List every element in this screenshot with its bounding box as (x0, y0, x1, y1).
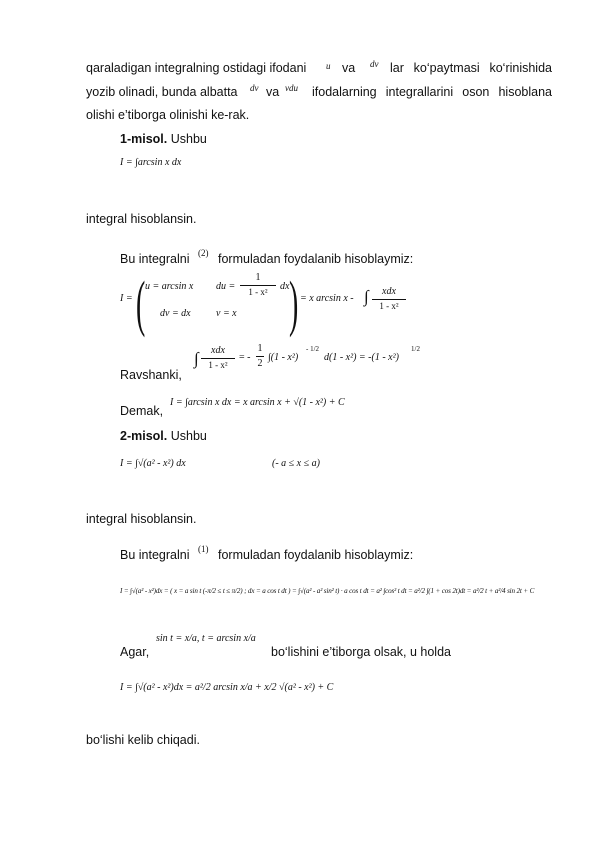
para1-line1-left: qaraladigan integralning ostidagi ifodani (86, 61, 307, 75)
parts-dv: dv = dx (160, 308, 191, 319)
agar-formula: sin t = x/a, t = arcsin x/a (156, 633, 256, 644)
parts-result: = x arcsin x - (300, 293, 354, 304)
rav-num: xdx (211, 345, 225, 356)
symbol-dv: dv (370, 59, 379, 69)
symbol-vdu: vdu (285, 83, 298, 93)
example1-final: I = ∫arcsin x dx = x arcsin x + √(1 - x²) + C (170, 397, 345, 408)
symbol-dv-2: dv (250, 83, 259, 93)
parts-v: v = x (216, 308, 237, 319)
example2-long-formula: I = ∫√(a² - x²)dx = ( x = a sin t (-π/2 ≤ t ≤ π/2) ; dx = a cos t dt ) = ∫√(a² - a² sin² t) · a cos t dt = a² ∫cos² t dt = a²/2 ∫(1 + cos 2t)dt = a²/2 t + a²/4 sin 2t + C (120, 587, 535, 595)
result-num: xdx (382, 286, 396, 297)
agar-rest: bo‘lishini e’tiborga olsak, u holda (271, 645, 451, 659)
para1-line1-right: lar ko‘paytmasi ko‘rinishida (390, 61, 552, 75)
word-va: va (342, 61, 356, 75)
rav-bar (201, 358, 235, 359)
rav-half-num: 1 (257, 343, 263, 354)
integral-sign: ∫ (194, 349, 199, 368)
parts-du-num: 1 (255, 272, 261, 283)
rav-eq: = - (239, 352, 251, 363)
symbol-u: u (326, 61, 331, 71)
example1-using-b: formuladan foydalanib hisoblaymiz: (218, 252, 414, 266)
integral-sign: ∫ (364, 287, 369, 306)
example2-using-a: Bu integralni (120, 548, 190, 562)
para1-line3: olishi e’tiborga olinishi ke-rak. (86, 108, 250, 122)
formula-ref-2: (2) (198, 248, 209, 258)
parts-u: u = arcsin x (145, 281, 194, 292)
example1-integral: I = ∫arcsin x dx (120, 157, 182, 168)
example2-final: I = ∫√(a² - x²)dx = a²/2 arcsin x/a + x/2 √(a² - x²) + C (120, 682, 334, 693)
left-paren: ( (136, 270, 146, 338)
example1-using-a: Bu integralni (120, 252, 190, 266)
rav-den: 1 - x² (208, 360, 228, 370)
ravshanki-label: Ravshanki, (120, 368, 182, 382)
rav-exp2: 1/2 (411, 345, 420, 353)
example1-after: integral hisoblansin. (86, 212, 197, 226)
example2-after: integral hisoblansin. (86, 512, 197, 526)
result-den: 1 - x² (379, 301, 399, 311)
result-bar (372, 299, 406, 300)
parts-du-den: 1 - x² (248, 287, 268, 297)
rav-half-den: 2 (257, 358, 263, 369)
example1-heading: 1-misol. Ushbu (120, 132, 207, 146)
parts-du-bar (240, 285, 276, 286)
demak-label: Demak, (120, 404, 164, 418)
formula-ref-1: (1) (198, 544, 209, 554)
right-paren: ) (289, 270, 299, 338)
word-va-2: va (266, 85, 280, 99)
example2-condition: (- a ≤ x ≤ a) (272, 458, 320, 469)
example2-using-b: formuladan foydalanib hisoblaymiz: (218, 548, 414, 562)
I-equals: I = (120, 293, 133, 304)
para1-line2-right: ifodalarning integrallarini oson hisoblana (312, 85, 552, 99)
agar-label: Agar, (120, 645, 150, 659)
example2-integral: I = ∫√(a² - x²) dx (120, 458, 186, 469)
parts-du-rhs: dx (280, 281, 290, 292)
closing-line: bo‘lishi kelib chiqadi. (86, 733, 200, 747)
rav-rest2: d(1 - x²) = -(1 - x²) (324, 352, 399, 363)
parts-du-lhs: du = (216, 281, 236, 292)
rav-rest: ∫(1 - x²) (268, 352, 299, 363)
example2-heading: 2-misol. Ushbu (120, 429, 207, 443)
rav-half-bar (256, 356, 264, 357)
rav-exp: - 1/2 (306, 345, 320, 353)
para1-line2-left: yozib olinadi, bunda albatta (86, 85, 238, 99)
